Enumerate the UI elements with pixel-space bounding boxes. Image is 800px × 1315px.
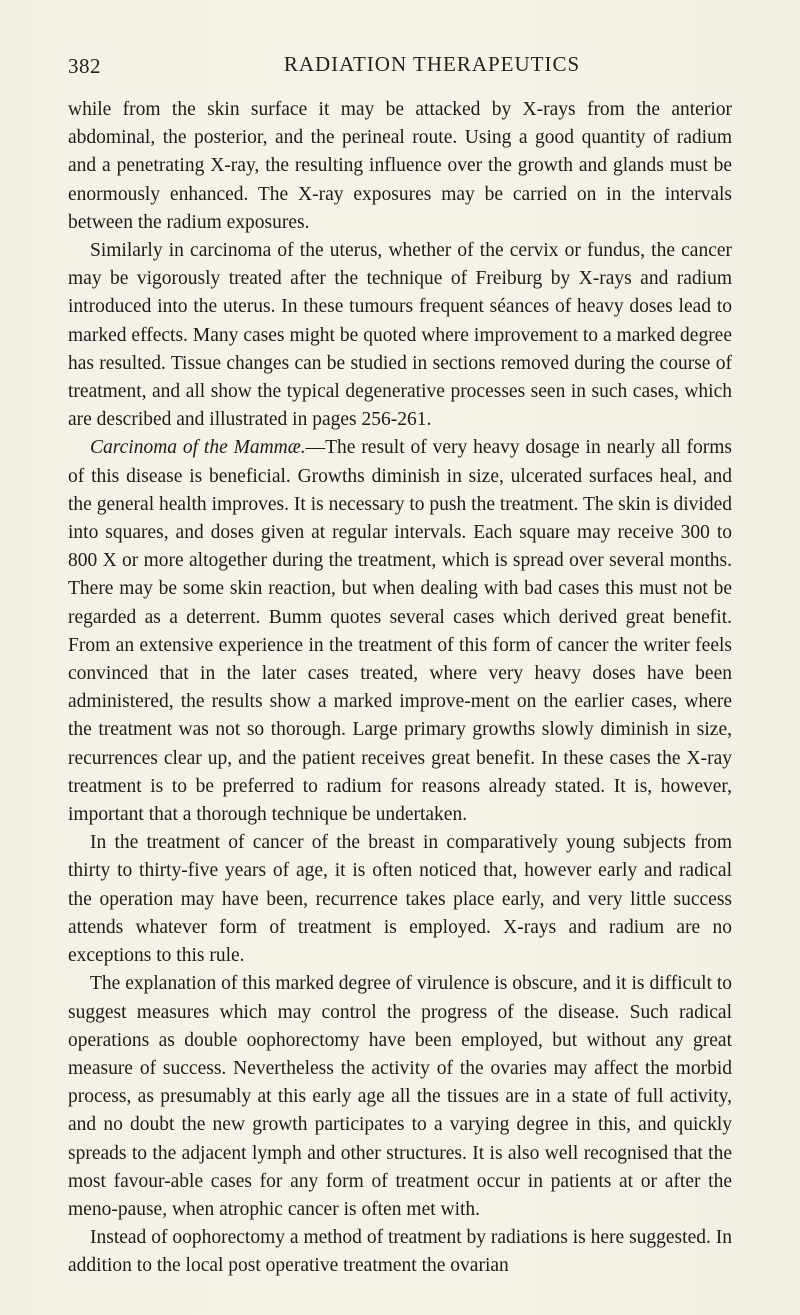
paragraph-mammae-text: —The result of very heavy dosage in nearly all forms of this disease is beneficial. Growths diminish in size, ulcerated surfaces heal, and the general health improves. It is necessary to push the treatment. The skin is divided into squares, and doses given at regular intervals. Each square may receive 300 to 800 X or more altogether during the treatment, which is spread over several months. There may be some skin reaction, but when dealing with bad cases this must not be regarded as a deterrent. Bumm quotes several cases which derived great benefit. From an extensive experience in the treatment of this form of cancer the writer feels convinced that in the later cases treated, where very heavy doses have been administered, the results show a marked improve-ment on the earlier cases, where the treatment was not so thorough. Large primary growths slowly diminish in size, recurrences clear up, and the patient receives great benefit. In these cases the X-ray treatment is to be preferred to radium for reasons already stated. It is, however, important that a thorough technique be undertaken. <box>68 437 732 826</box>
body-text <box>68 96 732 1281</box>
paragraph-oophorectomy: Instead of oophorectomy a method of treatment by radiations is here suggested. In addition to the local post operative treatment the ovarian <box>68 1227 732 1277</box>
paragraph-virulence: The explanation of this marked degree of virulence is obscure, and it is difficult to suggest measures which may control the progress of the disease. Such radical operations as double oophorectomy have been employed, but without any great measure of success. Nevertheless the activity of the ovaries may affect the morbid process, as presumably at this early age all the tissues are in a state of full activity, and no doubt the new growth participates to a varying degree in this, and quickly spreads to the adjacent lymph and other structures. It is also well recognised that the most favour-able cases for any form of treatment occur in patients at or after the meno-pause, when atrophic cancer is often met with. <box>68 973 732 1220</box>
paragraph-uterus: Similarly in carcinoma of the uterus, whether of the cervix or fundus, the cancer may be vigorously treated after the technique of Freiburg by X-rays and radium introduced into the uterus. In these tumours frequent séances of heavy doses lead to marked effects. Many cases might be quoted where improvement to a marked degree has resulted. Tissue changes can be studied in sections removed during the course of treatment, and all show the typical degenerative processes seen in such cases, which are described and illustrated in pages 256-261. <box>68 240 732 431</box>
page-number: 382 <box>68 54 101 78</box>
paragraph-continuation: while from the skin surface it may be attacked by X-rays from the anterior abdominal, the posterior, and the perineal route. Using a good quantity of radium and a penetrating X-ray, the resulting influence over the growth and glands must be enormously enhanced. The X-ray exposures may be carried on in the intervals between the radium exposures. <box>68 99 732 233</box>
paragraph-mammae <box>68 434 732 829</box>
paragraph-young-subjects: In the treatment of cancer of the breast in comparatively young subjects from thirty to thirty-five years of age, it is often noticed that, however early and radical the operation may have been, recurrence takes place early, and very little success attends whatever form of treatment is employed. X-rays and radium are no exceptions to this rule. <box>68 832 732 967</box>
running-head <box>68 50 736 86</box>
section-heading-mammae: Carcinoma of the Mammæ. <box>90 437 306 459</box>
running-title: RADIATION THERAPEUTICS <box>283 52 581 76</box>
